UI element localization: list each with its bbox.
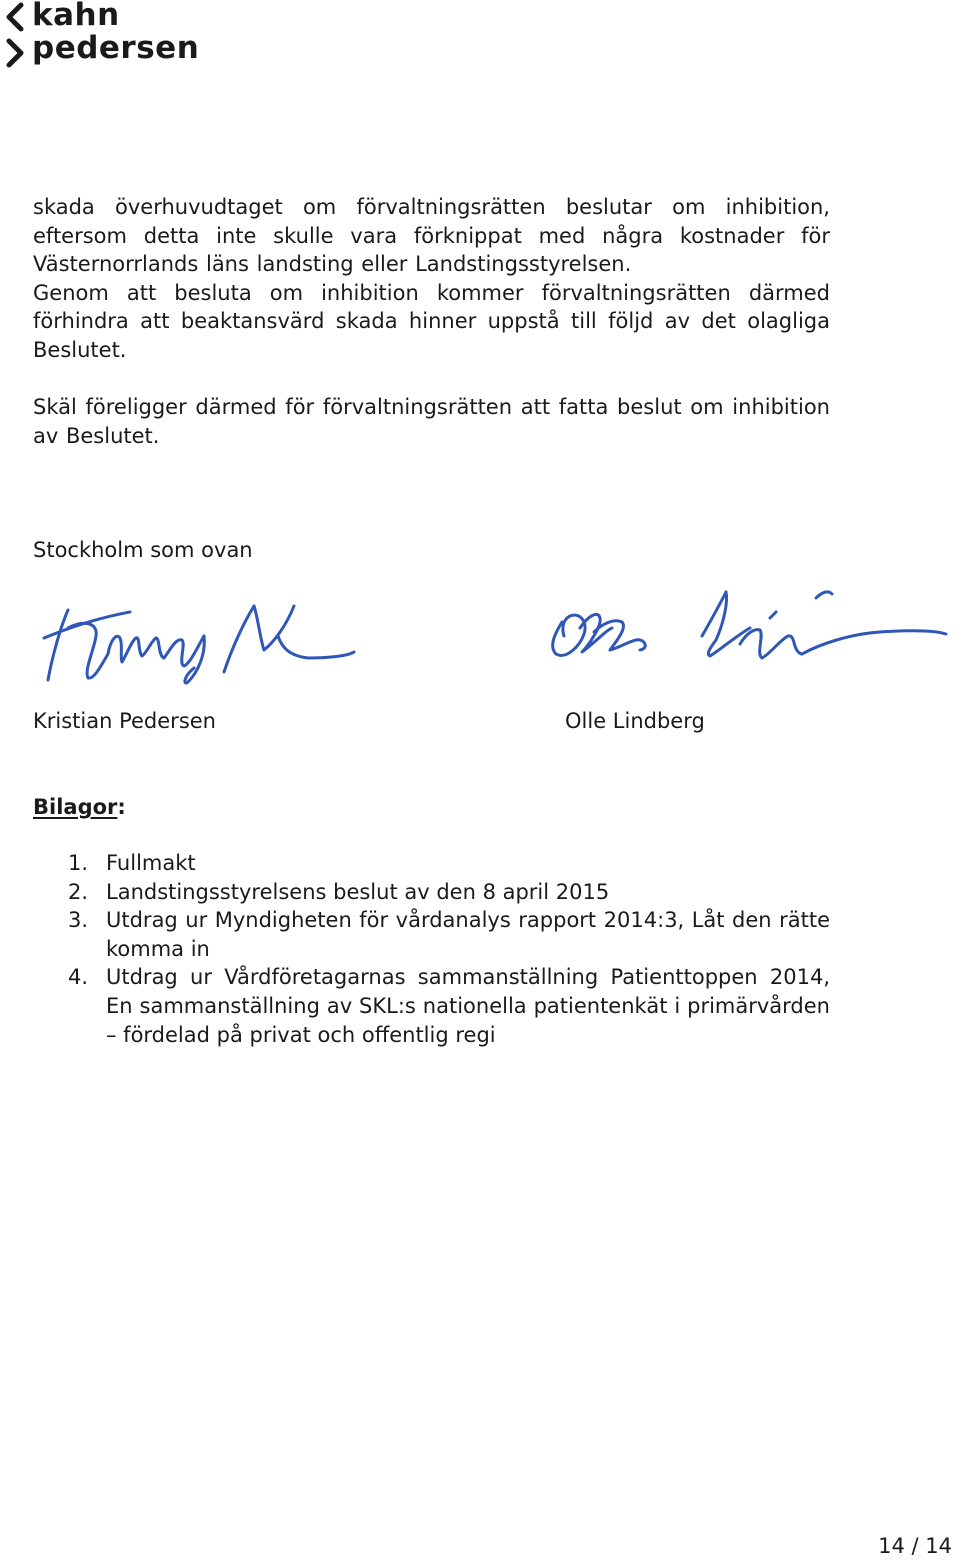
paragraph-line: Beslutet. [33,337,127,362]
company-logo [4,0,204,70]
list-item-text [106,906,830,963]
paragraph-line: skada överhuvudtaget om förvaltningsrätten beslutar om inhibition, [33,195,830,219]
logo-text-line2: pedersen [32,30,200,66]
list-item-line: Fullmakt [106,851,196,875]
signer-name-left: Kristian Pedersen [33,709,216,733]
body-paragraph-2 [33,393,830,450]
logo-text-line1: kahn [32,0,120,33]
list-item-text [106,878,830,907]
list-item-number: 3. [68,908,89,933]
list-item-line: Utdrag ur Vårdföretagarnas sammanställning Patienttoppen 2014, [106,965,830,990]
list-item-line: En sammanställning av SKL:s nationella patientenkät i primärvården [106,993,830,1018]
list-item-line: – fördelad på privat och offentlig regi [106,1022,496,1047]
list-item-text [106,849,830,878]
paragraph-line: Västernorrlands läns landsting eller Landstingsstyrelsen. [33,252,632,277]
list-item-line: Landstingsstyrelsens beslut av den 8 april 2015 [106,879,610,904]
paragraph-line: Genom att besluta om inhibition kommer förvaltningsrätten därmed [33,280,830,305]
chevron-left-icon [4,2,26,32]
list-item-number: 4. [68,965,89,990]
list-item-number: 2. [68,879,89,904]
chevron-right-icon [4,38,26,68]
signer-name-right: Olle Lindberg [565,709,705,733]
list-item [33,906,830,963]
page-number: 14 / 14 [878,1534,952,1558]
body-paragraph-1 [33,193,830,365]
list-item-line: Utdrag ur Myndigheten för vårdanalys rapport 2014:3, Låt den rätte [106,908,830,933]
signature-right [540,588,950,670]
list-item-number: 1. [68,851,89,875]
attachments-list [33,849,830,1049]
list-item-line: komma in [106,936,210,961]
paragraph-line: eftersom detta inte skulle vara förknippat med några kostnader för [33,223,830,248]
list-item-text [106,963,830,1049]
paragraph-line: Skäl föreligger därmed för förvaltningsrätten att fatta beslut om inhibition [33,395,830,419]
attachments-heading-label: Bilagor [33,795,118,819]
paragraph-line: förhindra att beaktansvärd skada hinner uppstå till följd av det olagliga [33,309,830,334]
attachments-heading [33,793,126,821]
paragraph-line: av Beslutet. [33,423,160,448]
list-item [33,849,830,878]
list-item [33,963,830,1049]
attachments-heading-colon: : [117,795,126,819]
signing-place: Stockholm som ovan [33,538,253,562]
signature-left [38,598,358,686]
list-item [33,878,830,907]
